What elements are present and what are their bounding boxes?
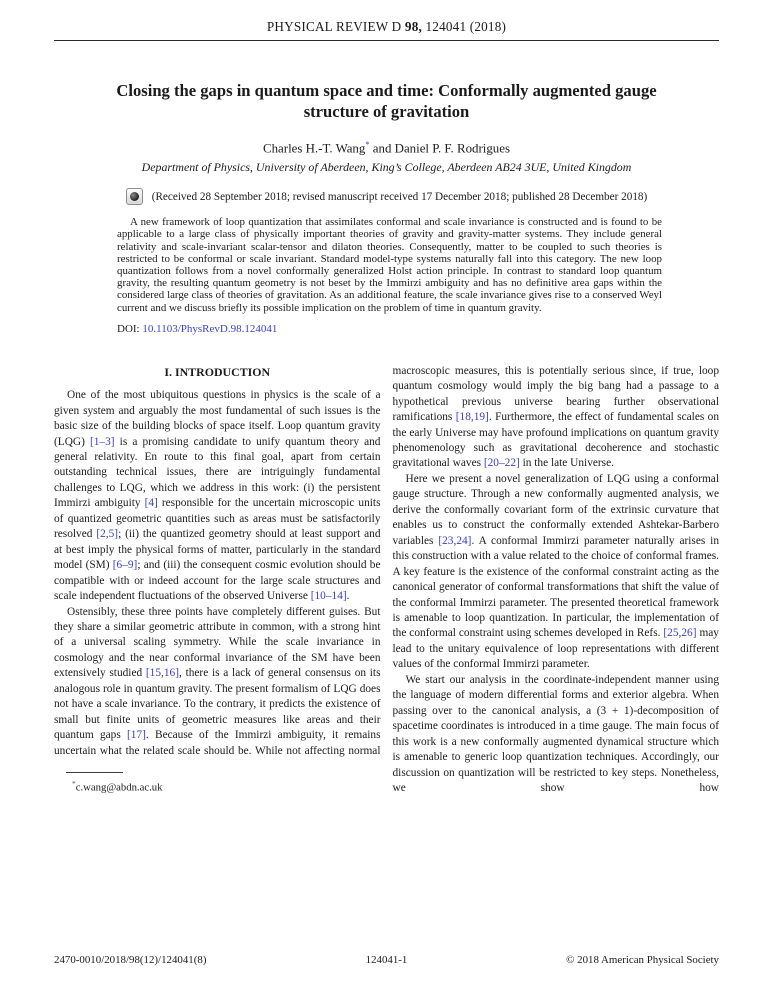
text-run: . Because of the Immirzi ambiguity, it remains uncertain what the related scale should be. While not affecting normal (54, 729, 381, 757)
intro-paragraph-3 (393, 472, 720, 673)
text-run: ; (ii) the quantized geometry should at least support and at best imply the physical forms of matter, particularly in the standard model (SM) (54, 528, 381, 572)
citation-link[interactable]: [10–14] (310, 590, 347, 603)
issue-info: 124041 (2018) (422, 19, 507, 34)
citation-link[interactable]: [4] (144, 497, 158, 510)
footnote-mark: * (72, 779, 76, 789)
running-head (54, 19, 719, 35)
right-column (393, 364, 720, 797)
two-column-body (54, 364, 719, 797)
intro-paragraph-4 (393, 673, 720, 797)
page-footer (54, 954, 719, 966)
abstract: A new framework of loop quantization that assimilates conformal and scale invariance is constructed and is found to be applicable to a large class of physically important theories of gravity and gravity-matter systems. They include general relativity and scale-invariant scalar-tensor and dilaton theories. Consequently, matter to be coupled to such theories is restricted to be conformal or scale invariant. Standard model-type systems naturally fall into this category. The new loop quantization follows from a novel conformally generalized Holst action principle. In contrast to standard loop quantum gravity, the resulting quantum geometry is not beset by the Immirzi ambiguity and has no definitive area gaps within the considered large class of theories of gravitation. As an additional feature, the scale invariance gives rise to a conserved Weyl current and we discuss briefly its possible implication on the problem of time in quantum gravity. (117, 216, 662, 314)
author-name: Charles H.-T. Wang (263, 141, 366, 156)
paper-title: Closing the gaps in quantum space and time: Conformally augmented gauge structure of gravitation (116, 81, 657, 121)
citation-link[interactable]: [2,5] (96, 528, 119, 541)
citation-link[interactable]: [25,26] (663, 627, 697, 640)
intro-paragraph-2-right (393, 364, 720, 472)
footer-page-number: 124041-1 (365, 954, 408, 966)
citation-link[interactable]: [23,24] (438, 534, 472, 547)
citation-link[interactable]: [17] (127, 729, 146, 742)
dates-row (54, 188, 719, 205)
intro-paragraph-2-left (54, 605, 381, 760)
text-run: . A conformal Immirzi parameter naturally arises in this construction with a value related to the choice of conformal frames. A key feature is the existence of the conformal constraint acting as the canonical generator of conformal transformations that shift the value of the conformal Immirzi parameter. The presented theoretical framework is amenable to loop quantization. In particular, the implementation of the conformal constraint using schemes developed in Refs. (392, 534, 719, 640)
text-run: Here we present a novel generalization of LQG using a conformal gauge structure. Through a new conformally augmented analysis, we derive the conformally covariant form of the extrinsic curvature that enables us to construct the conformally extended Ashtekar-Barbero variables (392, 472, 719, 547)
author-name: and Daniel P. F. Rodrigues (369, 141, 510, 156)
crossmark-update-icon[interactable] (126, 188, 143, 205)
text-run: . (346, 590, 350, 603)
text-run: ; and (iii) the consequent cosmic evolution should be compatible with or indeed account for the large scale structures and scale independent fluctuations of the observed Universe (54, 559, 381, 603)
section-heading-introduction: I. INTRODUCTION (164, 364, 271, 379)
text-run: is a promising candidate to unify quantum theory and general relativity. En route to this final goal, apart from certain outstanding technical issues, there are intriguingly fundamental challenges to LQG, which we address in this work: (i) the persistent Immirzi ambiguity (54, 435, 381, 510)
left-column (54, 364, 381, 797)
text-run: We start our analysis in the coordinate-independent manner using the language of modern differential forms and exterior algebra. When passing over to the canonical analysis, a (3 + 1)-decomposition of spacetime coordinates is introduced in a time gauge. The main focus of this work is a new conformally augmented dynamical structure which is amenable to generic loop quantization techniques. Accordingly, our discussion on quantization will be restricted to key steps. Nonetheless, we show how (392, 673, 719, 794)
header-rule (54, 40, 719, 41)
citation-link[interactable]: [18,19] (455, 411, 489, 424)
footer-copyright: © 2018 American Physical Society (566, 954, 720, 966)
citation-link[interactable]: [15,16] (145, 667, 179, 680)
text-run: macroscopic measures, this is potentially serious since, if true, loop quantum cosmology would imply the big bang had a passage to a hypothetical previous universe bearing further observational ramifications (392, 364, 719, 424)
text-run: . Furthermore, the effect of fundamental scales on the early Universe may have profound implications on quantum gravity phenomenology such as gravitational decoherence and stochastic gravitational waves (392, 411, 720, 470)
citation-link[interactable]: [6–9] (112, 559, 138, 572)
footnote-rule (66, 772, 123, 773)
doi-line (117, 323, 719, 335)
text-run: responsible for the uncertain microscopic units of quantized geometric quantities such as areas must be satisfactorily resolved (54, 497, 381, 541)
citation-link[interactable]: [1–3] (89, 435, 115, 448)
author-footnote-mark[interactable]: * (365, 138, 370, 149)
volume-number: 98, (404, 19, 422, 34)
author-line (54, 139, 719, 156)
doi-label: DOI: (117, 322, 143, 335)
footer-issn-info: 2470-0010/2018/98(12)/124041(8) (54, 954, 207, 966)
intro-paragraph-1 (54, 388, 381, 604)
citation-link[interactable]: [20–22] (483, 457, 520, 470)
doi-link[interactable]: 10.1103/PhysRevD.98.124041 (142, 322, 278, 335)
footnote-email-line (54, 776, 381, 796)
crossmark-dot (130, 192, 139, 201)
text-run: may lead to the unitary equivalence of loop representations with different values of the conformal Immirzi parameter. (392, 627, 719, 671)
journal-name: PHYSICAL REVIEW D (266, 19, 405, 34)
footnote-email[interactable]: c.wang@abdn.ac.uk (75, 781, 163, 794)
text-run: , there is a lack of general consensus on its analogous role in quantum gravity. The present formalism of LQG does not have a scale invariance. To the contrary, it predicts the existence of small but finite units of geometric measures like areas and their quantum gaps (54, 667, 381, 742)
received-dates: (Received 28 September 2018; revised manuscript received 17 December 2018; published 28 December 2018) (151, 190, 648, 203)
text-run: One of the most ubiquitous questions in physics is the scale of a given system and arguably the most fundamental of such issues is the basic size of the building blocks of space itself. Loop quantum gravity (LQG) (54, 389, 381, 448)
text-run: in the late Universe. (519, 457, 614, 470)
text-run: Ostensibly, these three points have completely different guises. But they share a similar geometric attribute in common, with a strong hint of a universal scaling symmetry. While the scale invariance in cosmology and the near conformal invariance of the SM have been extensively studied (54, 605, 381, 680)
affiliation: Department of Physics, University of Aberdeen, King’s College, Aberdeen AB24 3UE, United Kingdom (141, 160, 632, 175)
footnote-block (54, 772, 381, 796)
